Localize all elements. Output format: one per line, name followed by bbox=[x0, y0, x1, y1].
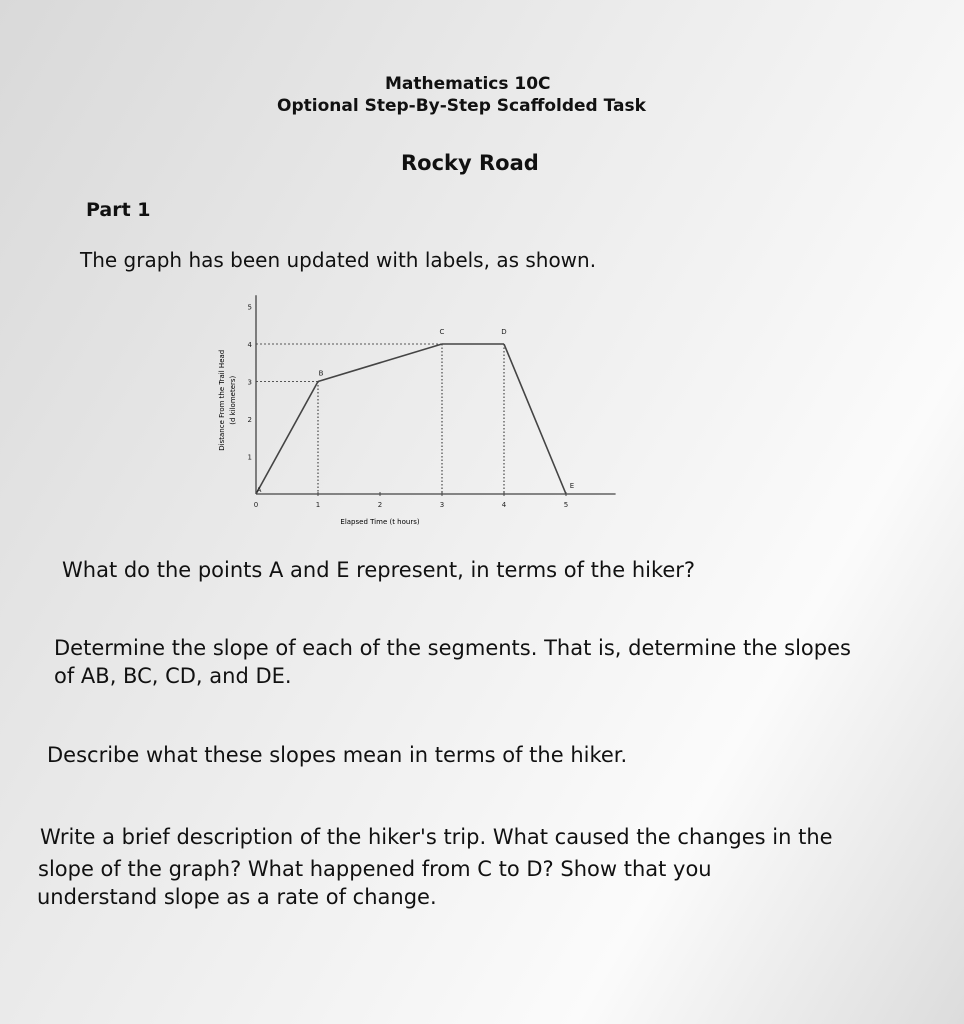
y-tick-label: 1 bbox=[247, 453, 252, 462]
question-4-line-2: slope of the graph? What happened from C to D? Show that you bbox=[38, 857, 712, 881]
intro-text: The graph has been updated with labels, as shown. bbox=[80, 248, 597, 272]
x-axis-label: Elapsed Time (t hours) bbox=[340, 518, 420, 526]
point-label-e: E bbox=[569, 482, 575, 490]
question-2-line-2: of AB, BC, CD, and DE. bbox=[54, 664, 292, 688]
graph-segments bbox=[256, 344, 566, 494]
x-tick-label: 3 bbox=[439, 501, 445, 509]
point-label-d: D bbox=[501, 328, 507, 336]
question-4-line-1: Write a brief description of the hiker's trip. What caused the changes in the bbox=[40, 825, 833, 849]
y-tick-label: 4 bbox=[247, 341, 252, 349]
question-1: What do the points A and E represent, in terms of the hiker? bbox=[62, 558, 696, 582]
x-tick-label: 0 bbox=[253, 501, 259, 509]
part-label: Part 1 bbox=[86, 199, 151, 221]
segment-de bbox=[504, 344, 566, 494]
question-3: Describe what these slopes mean in terms of the hiker. bbox=[47, 743, 628, 767]
y-tick-label: 2 bbox=[247, 416, 252, 424]
distance-time-graph bbox=[200, 290, 640, 540]
segment-bc bbox=[318, 344, 442, 382]
x-tick-label: 2 bbox=[377, 501, 383, 509]
question-2-line-1: Determine the slope of each of the segments. That is, determine the slopes bbox=[54, 636, 851, 660]
x-tick-label: 5 bbox=[563, 501, 569, 509]
segment-ab bbox=[256, 382, 318, 495]
guide-lines bbox=[256, 344, 504, 494]
question-4-line-3: understand slope as a rate of change. bbox=[37, 885, 437, 909]
course-title: Mathematics 10C bbox=[385, 74, 551, 94]
y-tick-label: 3 bbox=[247, 378, 252, 387]
y-axis-label: Distance From the Trail Head bbox=[218, 349, 226, 451]
point-labels bbox=[257, 328, 575, 494]
task-subtitle: Optional Step-By-Step Scaffolded Task bbox=[277, 96, 646, 116]
point-label-a: A bbox=[256, 486, 262, 494]
page-title: Rocky Road bbox=[401, 151, 539, 175]
y-tick-label: 5 bbox=[247, 303, 252, 312]
x-tick-label: 1 bbox=[315, 501, 321, 509]
x-tick-label: 4 bbox=[501, 501, 507, 509]
y-axis-unit-label: (d kilometers) bbox=[229, 375, 237, 425]
axis-ticks bbox=[248, 304, 569, 510]
point-label-b: B bbox=[318, 369, 324, 378]
point-label-c: C bbox=[439, 328, 445, 336]
